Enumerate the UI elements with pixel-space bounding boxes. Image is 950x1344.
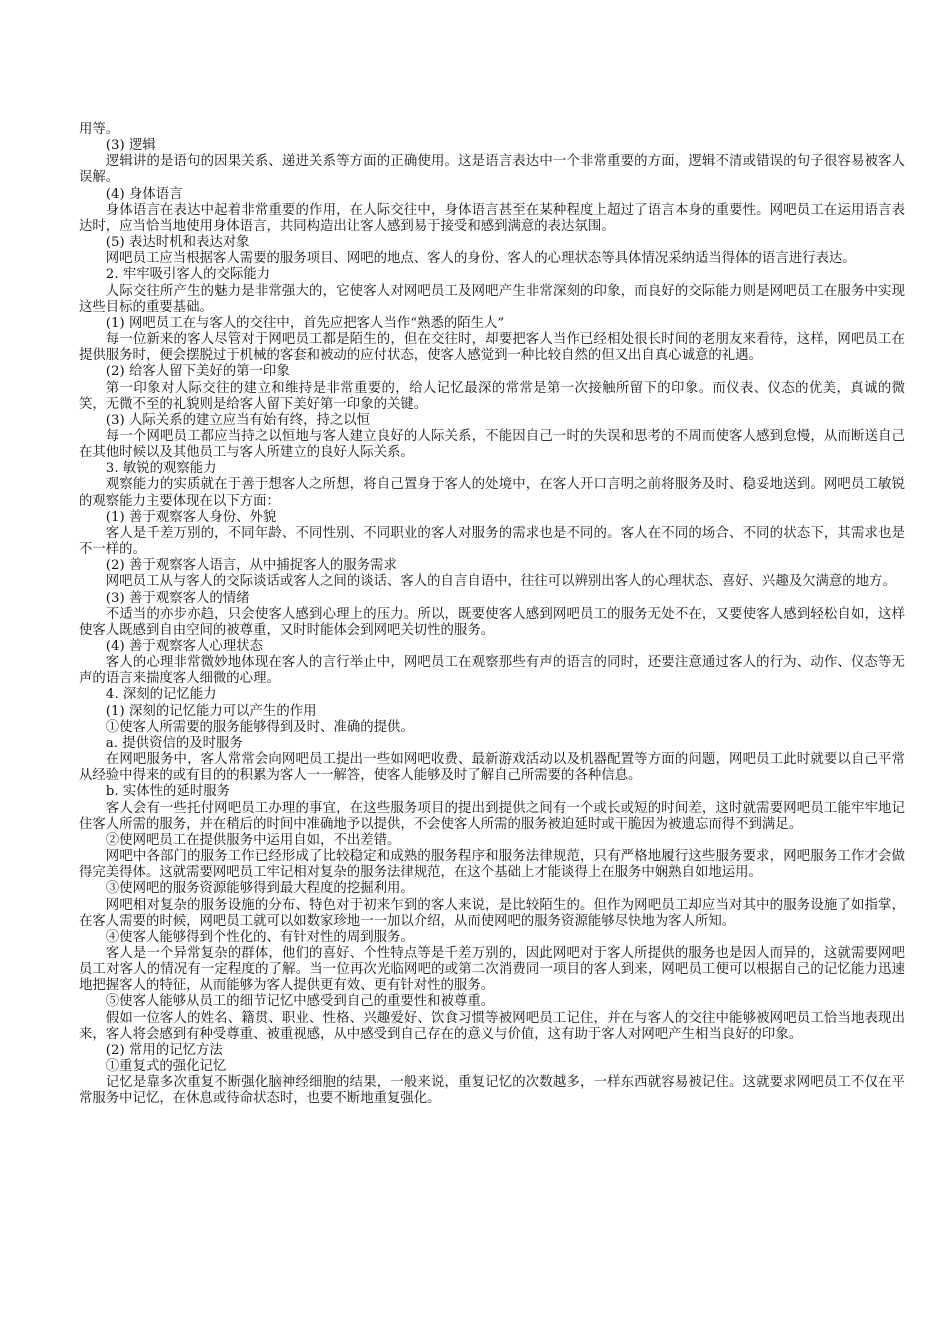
document-body <box>79 122 905 1108</box>
paragraph: 客人是千差万别的，不同年龄、不同性别、不同职业的客人对服务的需求也是不同的。客人在不同的场合、不同的状态下，其需求也是不一样的。 <box>79 525 905 558</box>
paragraph: 网吧相对复杂的服务设施的分布、特色对于初来乍到的客人来说，是比较陌生的。但作为网吧员工却应当对其中的服务设施了如指掌，在客人需要的时候，网吧员工就可以如数家珍地一一加以介绍，从而使网吧的服务资源能够尽快地为客人所知。 <box>79 897 905 929</box>
paragraph: ④使客人能够得到个性化的、有针对性的周到服务。 <box>105 929 414 945</box>
paragraph: 用等。 <box>79 122 120 137</box>
paragraph: 假如一位客人的姓名、籍贯、职业、性格、兴趣爱好、饮食习惯等被网吧员工记住，并在与客人的交往中能够被网吧员工恰当地表现出来，客人将会感到有种受尊重、被重视感，从中感受到自己存在的意义与价值，这有助于客人对网吧产生相当良好的印象。 <box>79 1010 905 1042</box>
paragraph: 2. 牢牢吸引客人的交际能力 <box>105 267 271 283</box>
paragraph: 4. 深刻的记忆能力 <box>105 687 217 703</box>
paragraph: (5) 表达时机和表达对象 <box>105 235 250 251</box>
paragraph: (3) 逻辑 <box>105 138 156 154</box>
paragraph: 网吧中各部门的服务工作已经形成了比较稳定和成熟的服务程序和服务法律规范，只有严格地履行这些服务要求，网吧服务工作才会做得完美得体。这就需要网吧员工牢记相对复杂的服务法律规范，在这个基础上才能谈得上在服务中娴熟自如地运用。 <box>79 849 905 881</box>
paragraph: 第一印象对人际交往的建立和维持是非常重要的，给人记忆最深的常常是第一次接触所留下的印象。而仪表、仪态的优美，真诚的微笑，无微不至的礼貌则是给客人留下美好第一印象的关键。 <box>79 380 905 412</box>
paragraph: 网吧员工从与客人的交际谈话或客人之间的谈话、客人的自言自语中，往往可以辨别出客人的心理状态、喜好、兴趣及欠满意的地方。 <box>105 574 896 590</box>
paragraph: a. 提供资信的及时服务 <box>105 735 243 751</box>
paragraph: 人际交往所产生的魅力是非常强大的，它使客人对网吧员工及网吧产生非常深刻的印象，而良好的交际能力则是网吧员工在服务中实现这些目标的重要基础。 <box>79 283 905 315</box>
paragraph: (3) 善于观察客人的情绪 <box>105 590 250 606</box>
paragraph: 观察能力的实质就在于善于想客人之所想，将自己置身于客人的处境中，在客人开口言明之前将服务及时、稳妥地送到。网吧员工敏锐的观察能力主要体现在以下方面： <box>79 477 905 509</box>
paragraph: 每一个网吧员工都应当持之以恒地与客人建立良好的人际关系，不能因自己一时的失误和思考的不周而使客人感到怠慢，从而断送自己在其他时候以及其他员工与客人所建立的良好人际关系。 <box>79 428 905 461</box>
paragraph: 3. 敏锐的观察能力 <box>105 461 217 477</box>
paragraph: 身体语言在表达中起着非常重要的作用，在人际交往中，身体语言甚至在某种程度上超过了语言本身的重要性。网吧员工在运用语言表达时，应当恰当地使用身体语言，共同构造出让客人感到易于接受和感到满意的表达氛围。 <box>79 202 905 234</box>
paragraph: 记忆是靠多次重复不断强化脑神经细胞的结果，一般来说，重复记忆的次数越多，一样东西就容易被记住。这就要求网吧员工不仅在平常服务中记忆，在休息或待命状态时，也要不断地重复强化。 <box>79 1075 905 1107</box>
paragraph: ②使网吧员工在提供服务中运用自如，不出差错。 <box>105 832 401 848</box>
paragraph: 在网吧服务中，客人常常会向网吧员工提出一些如网吧收费、最新游戏活动以及机器配置等方面的问题，网吧员工此时就要以自己平常从经验中得来的或有目的的积累为客人一一解答，使客人能够及时了解自己所需要的各种信息。 <box>79 752 905 784</box>
paragraph: (2) 常用的记忆方法 <box>105 1042 223 1058</box>
paragraph: ③使网吧的服务资源能够得到最大程度的挖掘利用。 <box>105 881 414 897</box>
paragraph: 不适当的亦步亦趋，只会使客人感到心理上的压力。所以，既要使客人感到网吧员工的服务无处不在，又要使客人感到轻松自如，这样使客人既感到自由空间的被尊重，又时时能体会到网吧关切性的服务。 <box>79 606 905 638</box>
paragraph: (2) 善于观察客人语言，从中捕捉客人的服务需求 <box>105 558 397 574</box>
paragraph: 每一位新来的客人尽管对于网吧员工都是陌生的，但在交往时，却要把客人当作已经相处很长时间的老朋友来看待，这样，网吧员工在提供服务时，便会摆脱过于机械的客套和被动的应付状态，使客人感觉到一种比较自然的但又出自真心诚意的礼遇。 <box>79 332 905 364</box>
paragraph: 逻辑讲的是语句的因果关系、递进关系等方面的正确使用。这是语言表达中一个非常重要的方面，逻辑不清或错误的句子很容易被客人误解。 <box>79 154 905 186</box>
paragraph: 网吧员工应当根据客人需要的服务项目、网吧的地点、客人的身份、客人的心理状态等具体情况采纳适当得体的语言进行表达。 <box>105 251 856 267</box>
paragraph: ⑤使客人能够从员工的细节记忆中感受到自己的重要性和被尊重。 <box>105 994 495 1010</box>
paragraph: (4) 善于观察客人心理状态 <box>105 639 263 654</box>
paragraph: (2) 给客人留下美好的第一印象 <box>105 364 290 380</box>
paragraph: b. 实体性的延时服务 <box>105 784 231 800</box>
paragraph: (4) 身体语言 <box>105 186 183 202</box>
paragraph: ①重复式的强化记忆 <box>105 1059 227 1075</box>
paragraph: (3) 人际关系的建立应当有始有终，持之以恒 <box>105 412 371 428</box>
paragraph: 客人是一个异常复杂的群体，他们的喜好、个性特点等是千差万别的，因此网吧对于客人所提供的服务也是因人而异的，这就需要网吧员工对客人的情况有一定程度的了解。当一位再次光临网吧的或第二次消费同一项目的客人到来，网吧员工便可以根据自己的记忆能力迅速地把握客人的特征，从而能够为客人提供更有效、更有针对性的服务。 <box>79 945 905 994</box>
paragraph: (1) 网吧员工在与客人的交往中，首先应把客人当作“熟悉的陌生人” <box>105 315 505 331</box>
paragraph: (1) 善于观察客人身份、外貌 <box>105 509 277 525</box>
paragraph: ①使客人所需要的服务能够得到及时、准确的提供。 <box>105 719 414 735</box>
paragraph: (1) 深刻的记忆能力可以产生的作用 <box>105 703 317 719</box>
paragraph: 客人的心理非常微妙地体现在客人的言行举止中，网吧员工在观察那些有声的语言的同时，还要注意通过客人的行为、动作、仪态等无声的语言来揣度客人细微的心理。 <box>79 655 905 687</box>
paragraph: 客人会有一些托付网吧员工办理的事宜，在这些服务项目的提出到提供之间有一个或长或短的时间差，这时就需要网吧员工能牢牢地记住客人所需的服务，并在稍后的时间中准确地予以提供，不会使客人所需的服务被迫延时或干脆因为被遗忘而得不到满足。 <box>79 800 905 832</box>
